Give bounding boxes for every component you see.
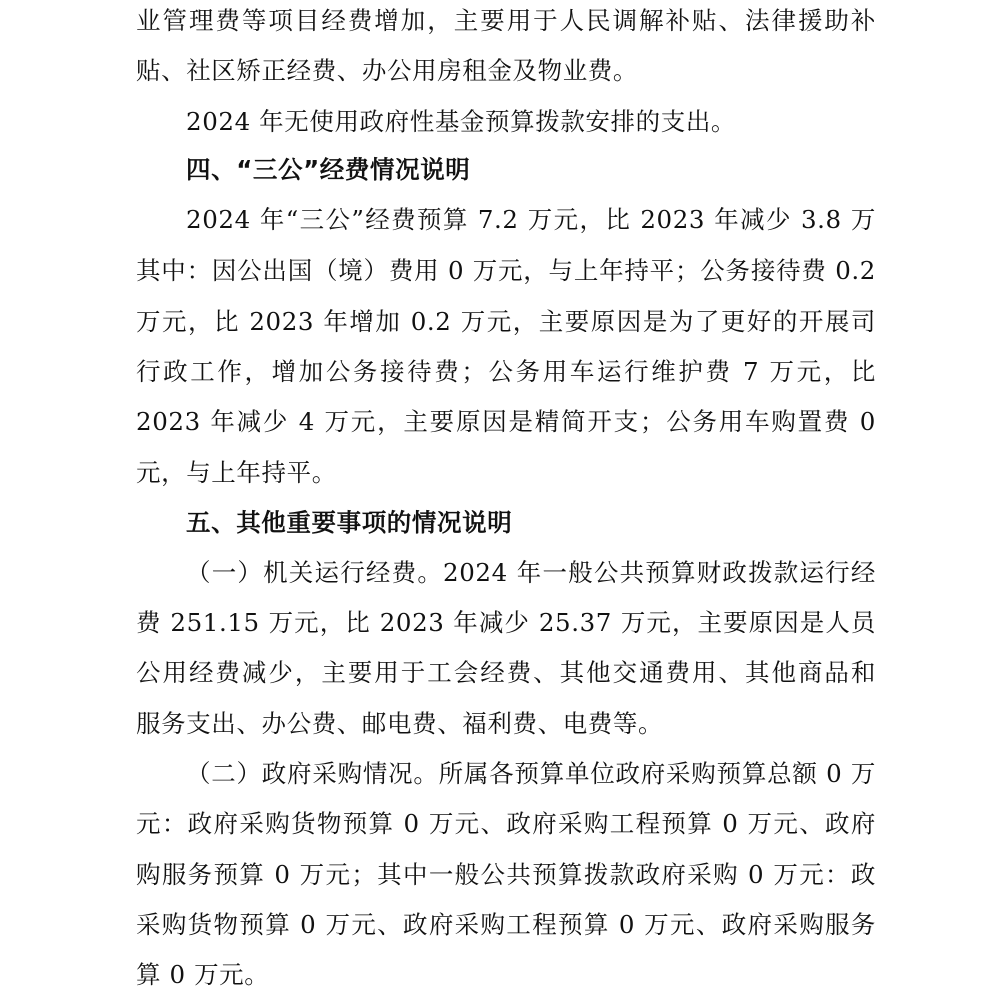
- text-line-10: 元，与上年持平。: [136, 458, 337, 487]
- text-line-15: 服务支出、办公费、邮电费、福利费、电费等。: [136, 709, 664, 738]
- text-line-20: 算 0 万元。: [136, 960, 270, 989]
- text-line-3: 2024 年无使用政府性基金预算拨款安排的支出。: [186, 107, 737, 136]
- text-line-17: 元：政府采购货物预算 0 万元、政府采购工程预算 0 万元、政府: [136, 809, 876, 838]
- text-line-8: 行政工作，增加公务接待费；公务用车运行维护费 7 万元，比: [136, 357, 876, 386]
- text-line-7: 万元，比 2023 年增加 0.2 万元，主要原因是为了更好的开展司: [136, 307, 876, 336]
- text-line-18: 购服务预算 0 万元；其中一般公共预算拨款政府采购 0 万元：政: [136, 860, 876, 889]
- text-line-5: 2024 年“三公”经费预算 7.2 万元，比 2023 年减少 3.8 万: [186, 205, 876, 234]
- text-line-19: 采购货物预算 0 万元、政府采购工程预算 0 万元、政府采购服务: [136, 910, 876, 939]
- text-line-16: （二）政府采购情况。所属各预算单位政府采购预算总额 0 万: [186, 759, 876, 788]
- text-line-13: 费 251.15 万元，比 2023 年减少 25.37 万元，主要原因是人员: [136, 608, 876, 637]
- text-line-1: 业管理费等项目经费增加，主要用于人民调解补贴、法律援助补: [136, 6, 876, 35]
- text-line-14: 公用经费减少，主要用于工会经费、其他交通费用、其他商品和: [136, 658, 876, 687]
- text-line-12: （一）机关运行经费。2024 年一般公共预算财政拨款运行经: [186, 558, 876, 587]
- section-heading-5: 五、其他重要事项的情况说明: [186, 508, 513, 537]
- text-line-6: 其中：因公出国（境）费用 0 万元，与上年持平；公务接待费 0.2: [136, 256, 876, 285]
- section-heading-4: 四、“三公”经费情况说明: [186, 155, 471, 184]
- text-line-9: 2023 年减少 4 万元，主要原因是精简开支；公务用车购置费 0: [136, 407, 876, 436]
- text-line-2: 贴、社区矫正经费、办公用房租金及物业费。: [136, 56, 638, 85]
